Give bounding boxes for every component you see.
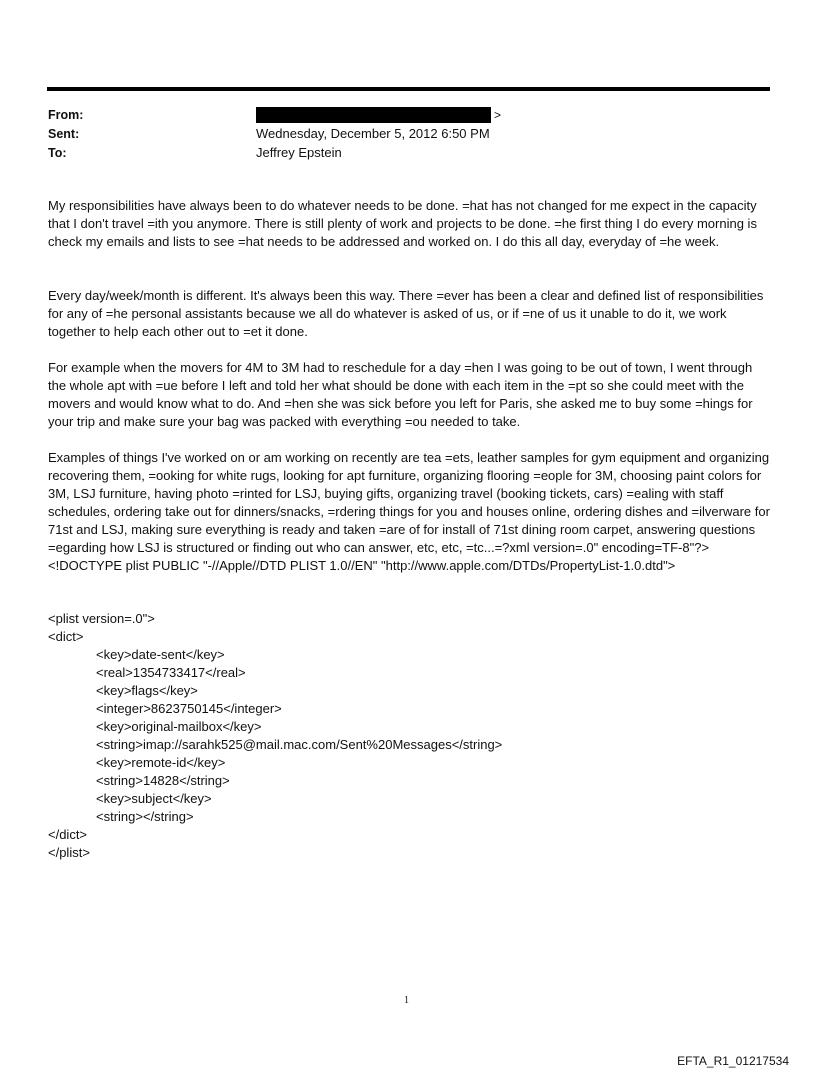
xml-line: <key>subject</key> [96,791,212,806]
xml-line: <string>imap://sarahk525@mail.mac.com/Sent%20Messages</string> [96,737,503,752]
xml-line: <dict> [48,629,84,644]
xml-line: <plist version=.0"> [48,611,155,626]
xml-line: <string></string> [96,809,194,824]
header-rule [47,87,770,91]
body-paragraph: My responsibilities have always been to do whatever needs to be done. =hat has not changed for me expect in the capacity that I don't travel =ith you anymore. There is still plenty of work and projects to be done. =he first thing I do every morning is check my emails and lists to see =hat needs to be addressed and worked on. I do this all day, everyday of =he week. [48,198,757,249]
body-paragraph: Every day/week/month is different. It's always been this way. There =ever has been a clear and defined list of responsibilities for any of =he personal assistants because we all do whatever is asked of us, or if =ne of us it unable to do it, we work together to help each other out to =et it done. [48,288,764,339]
sent-value: Wednesday, December 5, 2012 6:50 PM [256,126,490,141]
redaction-bar [256,107,491,123]
page-number: 1 [404,995,409,1006]
xml-line: <key>flags</key> [96,683,198,698]
sent-label: Sent: [48,127,80,141]
xml-line: <real>1354733417</real> [96,665,246,680]
xml-line: <key>date-sent</key> [96,647,225,662]
from-value-suffix: > [494,108,502,122]
from-label: From: [48,108,84,122]
xml-line: <string>14828</string> [96,773,230,788]
xml-line: <key>original-mailbox</key> [96,719,262,734]
xml-line: </plist> [48,845,90,860]
to-label: To: [48,146,67,160]
xml-line: <key>remote-id</key> [96,755,226,770]
body-paragraph: Examples of things I've worked on or am working on recently are tea =ets, leather samples for gym equipment and organizing recovering them, =ooking for white rugs, looking for apt furniture, organizing flooring =eople for 3M, choosing paint colors for 3M, LSJ furniture, having photo =rinted for LSJ, buying gifts, organizing travel (booking tickets, cars) =ealing with staff schedules, ordering take out for dinners/snacks, =rdering things for you and houses online, ordering dishes and =ilverware for 71st and LSJ, making sure everything is ready and taken =are of for install of 71st dining room carpet, answering questions =egarding how LSJ is structured or finding out who can answer, etc, etc, =tc...=?xml version=.0" encoding=TF-8"?> <!DOCTYPE plist PUBLIC "-//Apple//DTD PLIST 1.0//EN" "http://www.apple.com/DTDs/PropertyList-1.0.dtd"> [48,450,770,573]
plist-block [48,610,502,862]
xml-line: <integer>8623750145</integer> [96,701,282,716]
document-id: EFTA_R1_01217534 [677,1054,789,1068]
body-paragraph: For example when the movers for 4M to 3M had to reschedule for a day =hen I was going to be out of town, I went through the whole apt with =ue before I left and told her what should be done with each item in the =pt so she could meet with the movers and would know what to do. And =hen she was sick before you left for Paris, she asked me to buy some =hings for your trip and make sure your bag was packed with everything =ou needed to take. [48,360,753,429]
to-value: Jeffrey Epstein [256,145,342,160]
xml-line: </dict> [48,827,88,842]
